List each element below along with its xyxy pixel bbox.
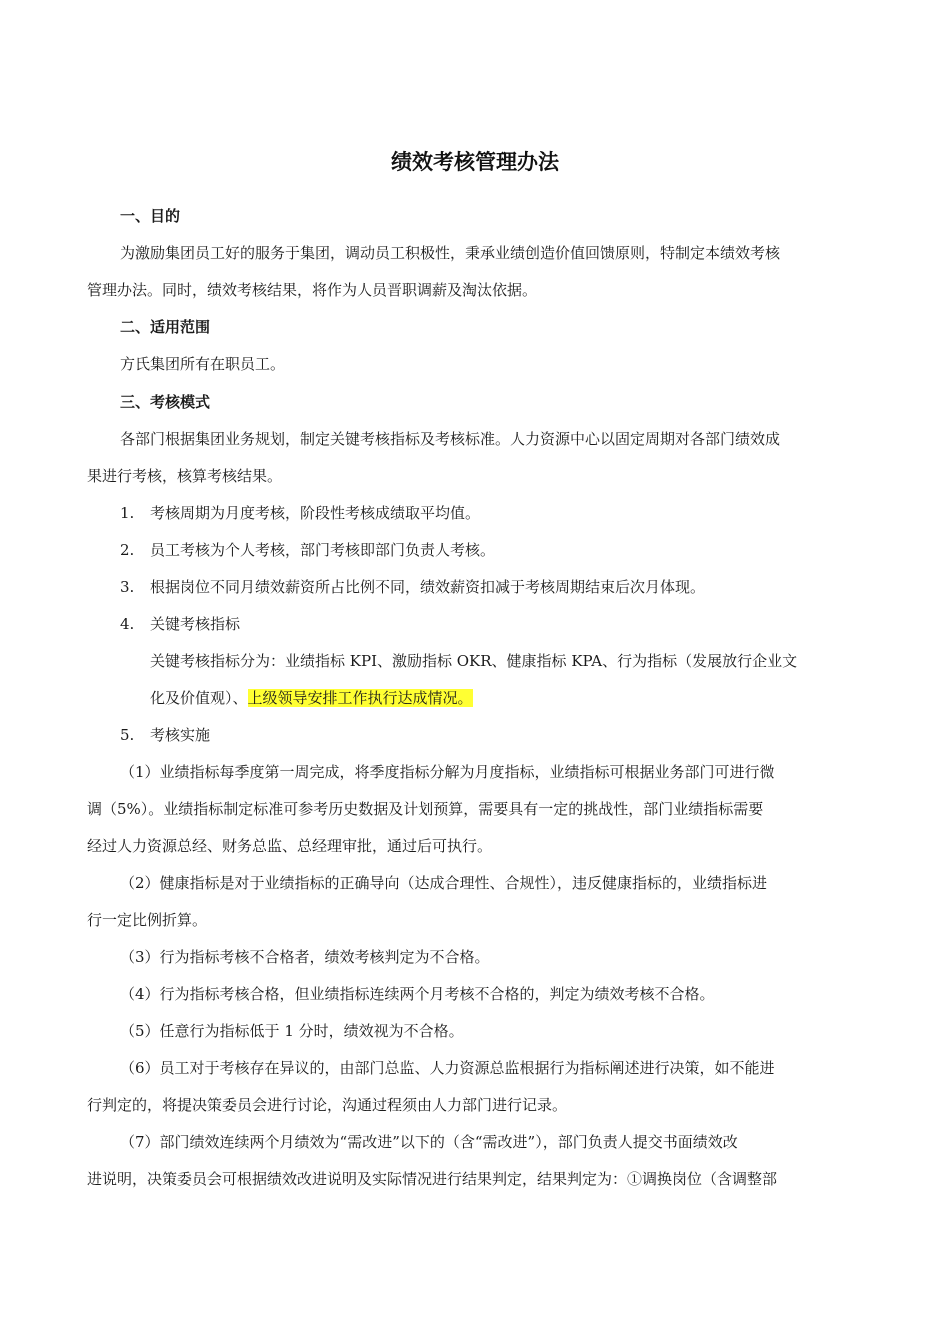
paragraph-line: （3）行为指标考核不合格者，绩效考核判定为不合格。 [120,948,490,966]
paragraph-line: 果进行考核，核算考核结果。 [87,467,283,485]
list-number: 4. [120,615,135,633]
list-text: 考核周期为月度考核，阶段性考核成绩取平均值。 [150,504,481,522]
list-number: 1. [120,504,135,522]
indicator-detail-line [87,680,864,717]
section-scope [87,309,864,383]
document-title: 绩效考核管理办法 [391,150,559,174]
list-item [87,606,864,643]
paragraph-line: （1）业绩指标每季度第一周完成，将季度指标分解为月度指标，业绩指标可根据业务部门可进行微 [120,763,775,781]
paragraph-line: （2）健康指标是对于业绩指标的正确导向（达成合理性、合规性），违反健康指标的，业绩指标进 [120,874,768,892]
list-text: 关键考核指标 [150,615,241,633]
list-item [87,569,864,606]
section-heading: 一、目的 [120,207,181,225]
highlighted-text: 上级领导安排工作执行达成情况。 [247,689,473,707]
paragraph-line: 经过人力资源总经、财务总监、总经理审批，通过后可执行。 [87,837,493,855]
list-item [87,532,864,569]
indicator-detail-line: 关键考核指标分为：业绩指标 KPI、激励指标 OKR、健康指标 KPA、行为指标（发展放行企业文 [150,652,798,670]
list-item [87,717,864,754]
paragraph-line: 行一定比例折算。 [87,911,208,929]
list-item [87,495,864,532]
paragraph-line: （6）员工对于考核存在异议的，由部门总监、人力资源总监根据行为指标阐述进行决策，如不能进 [120,1059,775,1077]
section-mode [87,384,864,1198]
paragraph-line: 进说明，决策委员会可根据绩效改进说明及实际情况进行结果判定，结果判定为：①调换岗位（含调整部 [87,1170,778,1188]
paragraph-line: （7）部门绩效连续两个月绩效为“需改进”以下的（含“需改进”），部门负责人提交书面绩效改 [120,1133,738,1151]
paragraph-line: 行判定的，将提决策委员会进行讨论，沟通过程须由人力部门进行记录。 [87,1096,568,1114]
paragraph-line: （5）任意行为指标低于 1 分时，绩效视为不合格。 [120,1022,464,1040]
paragraph-line: 管理办法。同时，绩效考核结果，将作为人员晋职调薪及淘汰依据。 [87,281,538,299]
list-number: 2. [120,541,135,559]
section-purpose [87,198,864,309]
list-number: 3. [120,578,135,596]
list-text: 员工考核为个人考核，部门考核即部门负责人考核。 [150,541,496,559]
list-text: 考核实施 [150,726,211,744]
detail-text: 化及价值观）、 [150,689,248,707]
section-heading: 二、适用范围 [120,318,211,336]
paragraph-line: 为激励集团员工好的服务于集团，调动员工积极性，秉承业绩创造价值回馈原则，特制定本绩效考核 [120,244,781,262]
paragraph-line: （4）行为指标考核合格，但业绩指标连续两个月考核不合格的，判定为绩效考核不合格。 [120,985,715,1003]
section-heading: 三、考核模式 [120,393,211,411]
list-text: 根据岗位不同月绩效薪资所占比例不同，绩效薪资扣减于考核周期结束后次月体现。 [150,578,706,596]
list-number: 5. [120,726,135,744]
paragraph-line: 方氏集团所有在职员工。 [120,355,286,373]
paragraph-line: 调（5%）。业绩指标制定标准可参考历史数据及计划预算，需要具有一定的挑战性，部门业绩指标需要 [87,800,764,818]
paragraph-line: 各部门根据集团业务规划，制定关键考核指标及考核标准。人力资源中心以固定周期对各部门绩效成 [120,430,781,448]
